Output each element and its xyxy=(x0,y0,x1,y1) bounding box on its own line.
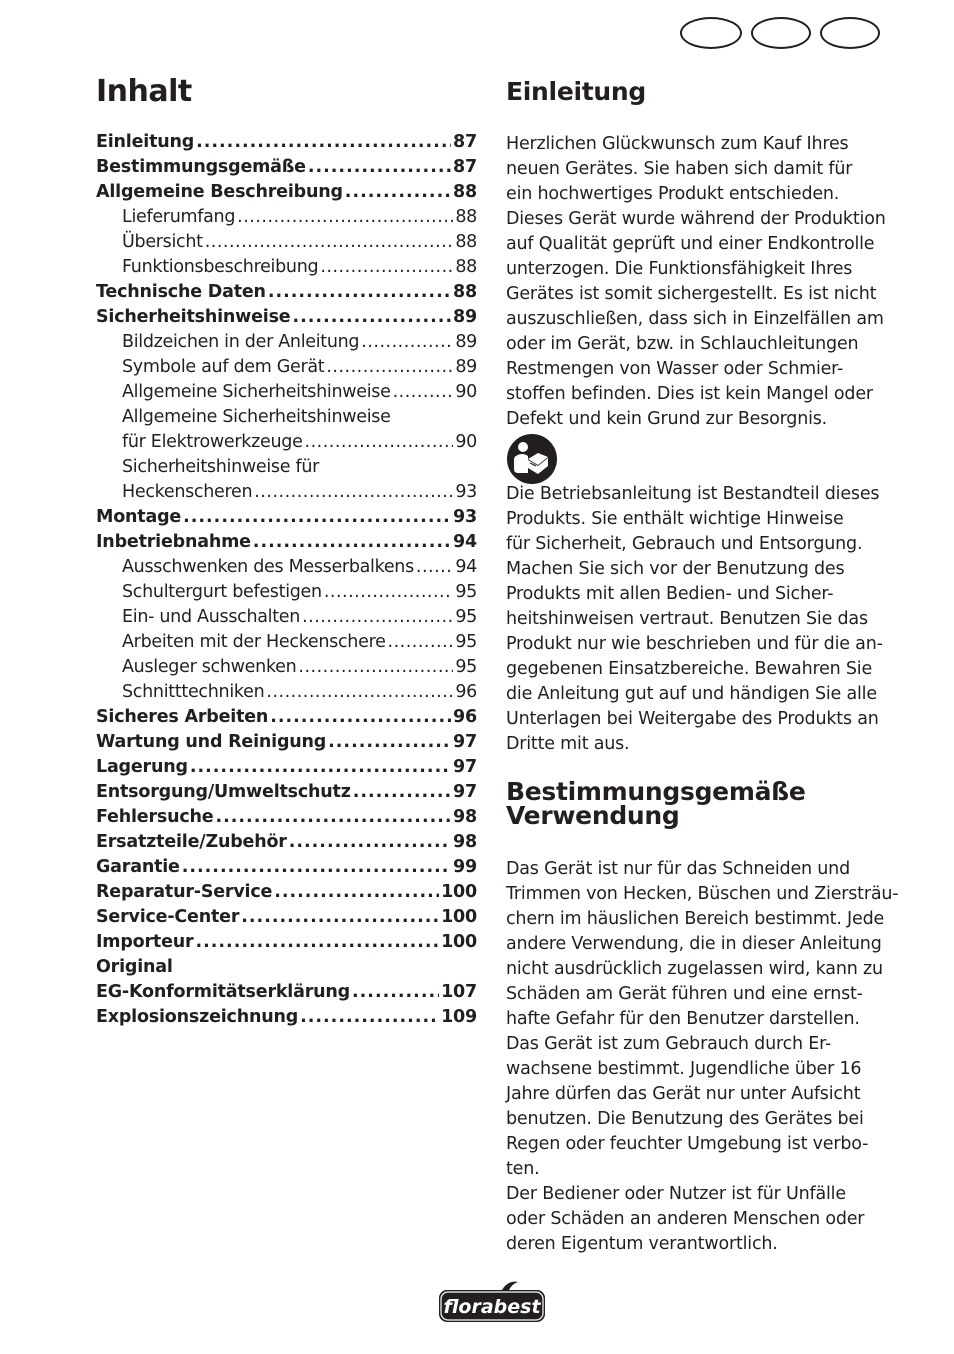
text-line: Das Gerät ist zum Gebrauch durch Er- xyxy=(506,1034,832,1054)
toc-leader-dots xyxy=(205,232,454,252)
text-line: gegebenen Einsatzbereiche. Bewahren Sie xyxy=(506,659,873,679)
toc-entry-page: 89 xyxy=(455,332,477,352)
toc-leader-dots xyxy=(274,882,439,902)
toc-leader-dots xyxy=(215,807,451,827)
text-line: auszuschließen, dass sich in Einzelfällen am xyxy=(506,309,884,329)
toc-leader-dots xyxy=(241,907,439,927)
toc-entry xyxy=(96,657,477,682)
text-line: auf Qualität geprüft und einer Endkontrolle xyxy=(506,234,875,254)
toc-entry-label: Entsorgung/Umweltschutz xyxy=(96,782,351,802)
toc-entry xyxy=(96,607,477,632)
text-line: Dritte mit aus. xyxy=(506,734,630,754)
toc-entry-page: 100 xyxy=(441,932,477,952)
toc-entry-label: Service-Center xyxy=(96,907,240,927)
toc-leader-dots xyxy=(302,607,453,627)
toc-entry-label: Original xyxy=(96,957,173,977)
toc-entry xyxy=(96,957,477,982)
toc-entry xyxy=(96,307,477,332)
usage-title-line-1: Bestimmungsgemäße xyxy=(506,777,806,806)
toc-entry-page: 109 xyxy=(441,1007,477,1027)
text-line: hafte Gefahr für den Benutzer darstellen. xyxy=(506,1009,860,1029)
toc-entry-label: Heckenscheren xyxy=(122,482,253,502)
toc-entry-page: 107 xyxy=(441,982,477,1002)
toc-entry-label: Übersicht xyxy=(122,232,203,252)
toc-entry-label: Ein- und Ausschalten xyxy=(122,607,301,627)
toc-entry-label: EG-Konformitätserklärung xyxy=(96,982,350,1002)
toc-entry-page: 90 xyxy=(455,432,477,452)
toc-entry xyxy=(96,807,477,832)
language-oval-1 xyxy=(680,17,742,49)
toc-entry xyxy=(96,707,477,732)
toc-entry-page: 88 xyxy=(453,282,477,302)
text-line: für Sicherheit, Gebrauch und Entsorgung. xyxy=(506,534,863,554)
text-line: Defekt und kein Grund zur Besorgnis. xyxy=(506,409,828,429)
toc-leader-dots xyxy=(289,832,451,852)
toc-leader-dots xyxy=(416,557,453,577)
toc-leader-dots xyxy=(305,432,454,452)
toc-entry-label: Einleitung xyxy=(96,132,195,152)
toc-leader-dots xyxy=(196,132,451,152)
toc-entry-label: Reparatur-Service xyxy=(96,882,273,902)
toc-entry-page: 94 xyxy=(455,557,477,577)
toc-entry xyxy=(96,582,477,607)
toc-leader-dots xyxy=(320,257,453,277)
text-line: Herzlichen Glückwunsch zum Kauf Ihres xyxy=(506,134,849,154)
toc-entry-page: 93 xyxy=(455,482,477,502)
toc-entry xyxy=(96,232,477,257)
toc-entry-label: Explosionszeichnung xyxy=(96,1007,299,1027)
toc-entry xyxy=(96,782,477,807)
language-tabs xyxy=(680,17,880,49)
toc-entry-page: 95 xyxy=(455,657,477,677)
text-line: oder im Gerät, bzw. in Schlauchleitungen xyxy=(506,334,859,354)
text-line: Produkt nur wie beschrieben und für die an- xyxy=(506,634,883,654)
text-line: neuen Gerätes. Sie haben sich damit für xyxy=(506,159,853,179)
toc-entry-label: Importeur xyxy=(96,932,194,952)
usage-section xyxy=(506,777,896,830)
toc-title: Inhalt xyxy=(96,74,192,109)
toc-leader-dots xyxy=(361,332,453,352)
toc-leader-dots xyxy=(254,482,453,502)
toc-entry-label: Ausleger schwenken xyxy=(122,657,297,677)
toc-leader-dots xyxy=(393,382,454,402)
usage-title xyxy=(506,777,896,830)
text-line: Die Betriebsanleitung ist Bestandteil dieses xyxy=(506,484,880,504)
toc-entry xyxy=(96,857,477,882)
text-line: Produkts mit allen Bedien- und Sicher- xyxy=(506,584,834,604)
toc-leader-dots xyxy=(237,207,453,227)
toc-entry-label: Montage xyxy=(96,507,182,527)
toc-entry-label: Symbole auf dem Gerät xyxy=(122,357,325,377)
toc-entry xyxy=(96,182,477,207)
toc-entry xyxy=(96,532,477,557)
text-line: Gerätes ist somit sichergestellt. Es ist nicht xyxy=(506,284,877,304)
toc-leader-dots xyxy=(345,182,451,202)
toc-entry xyxy=(96,407,477,432)
toc-entry-label: Sicherheitshinweise xyxy=(96,307,291,327)
text-line: wachsene bestimmt. Jugendliche über 16 xyxy=(506,1059,862,1079)
text-line: Machen Sie sich vor der Benutzung des xyxy=(506,559,845,579)
toc-entry-label: Arbeiten mit der Heckenschere xyxy=(122,632,386,652)
text-line: nicht ausdrücklich zugelassen wird, kann zu xyxy=(506,959,883,979)
toc-entry xyxy=(96,332,477,357)
toc-leader-dots xyxy=(190,757,451,777)
toc-leader-dots xyxy=(326,357,453,377)
usage-title-line-2: Verwendung xyxy=(506,801,680,830)
text-line: ein hochwertiges Produkt entschieden. xyxy=(506,184,840,204)
toc-entry-page: 99 xyxy=(453,857,477,877)
florabest-logo xyxy=(436,1280,548,1326)
toc-leader-dots xyxy=(270,707,451,727)
intro-paragraph-2 xyxy=(506,482,896,757)
toc-entry-label: Bestimmungsgemäße xyxy=(96,157,306,177)
toc-entry xyxy=(96,257,477,282)
toc-entry-label: Sicherheitshinweise für xyxy=(122,457,320,477)
text-line: Dieses Gerät wurde während der Produktion xyxy=(506,209,886,229)
logo-text: florabest xyxy=(443,1296,541,1318)
language-oval-2 xyxy=(751,17,811,49)
toc-entry xyxy=(96,732,477,757)
table-of-contents xyxy=(96,132,477,1032)
text-line: Trimmen von Hecken, Büschen und Ziersträu- xyxy=(506,884,899,904)
usage-paragraph xyxy=(506,857,899,1257)
toc-leader-dots xyxy=(268,282,451,302)
intro-section xyxy=(506,77,896,106)
toc-entry-label: Technische Daten xyxy=(96,282,266,302)
toc-entry xyxy=(96,432,477,457)
toc-entry-page: 89 xyxy=(455,357,477,377)
toc-leader-dots xyxy=(266,682,453,702)
toc-leader-dots xyxy=(308,157,451,177)
toc-entry xyxy=(96,882,477,907)
toc-entry xyxy=(96,357,477,382)
intro-text-2 xyxy=(506,482,896,757)
toc-entry-page: 95 xyxy=(455,632,477,652)
text-line: deren Eigentum verantwortlich. xyxy=(506,1234,778,1254)
toc-entry-page: 93 xyxy=(453,507,477,527)
text-line: Unterlagen bei Weitergabe des Produkts an xyxy=(506,709,879,729)
text-line: Das Gerät ist nur für das Schneiden und xyxy=(506,859,850,879)
text-line: Produkts. Sie enthält wichtige Hinweise xyxy=(506,509,844,529)
toc-entry-label: Ausschwenken des Messerbalkens xyxy=(122,557,414,577)
toc-entry xyxy=(96,682,477,707)
toc-entry-label: Inbetriebnahme xyxy=(96,532,251,552)
text-line: stoffen befinden. Dies ist kein Mangel oder xyxy=(506,384,873,404)
toc-entry-label: Schnitttechniken xyxy=(122,682,265,702)
toc-entry xyxy=(96,382,477,407)
toc-entry xyxy=(96,507,477,532)
toc-entry-page: 97 xyxy=(453,782,477,802)
toc-entry-label: für Elektrowerkzeuge xyxy=(122,432,303,452)
toc-entry-label: Wartung und Reinigung xyxy=(96,732,327,752)
toc-entry-page: 95 xyxy=(455,582,477,602)
toc-leader-dots xyxy=(182,857,451,877)
toc-entry xyxy=(96,982,477,1007)
toc-entry xyxy=(96,907,477,932)
text-line: Restmengen von Wasser oder Schmier- xyxy=(506,359,844,379)
toc-entry xyxy=(96,207,477,232)
toc-entry-label: Fehlersuche xyxy=(96,807,214,827)
intro-paragraph-1 xyxy=(506,132,896,432)
toc-entry xyxy=(96,932,477,957)
toc-entry-page: 98 xyxy=(453,807,477,827)
toc-entry-page: 88 xyxy=(455,232,477,252)
toc-entry-page: 96 xyxy=(455,682,477,702)
toc-leader-dots xyxy=(298,657,453,677)
toc-entry-page: 97 xyxy=(453,757,477,777)
toc-leader-dots xyxy=(352,982,439,1002)
toc-entry xyxy=(96,157,477,182)
toc-leader-dots xyxy=(300,1007,439,1027)
usage-text xyxy=(506,857,899,1257)
text-line: unterzogen. Die Funktionsfähigkeit Ihres xyxy=(506,259,853,279)
toc-entry-label: Garantie xyxy=(96,857,180,877)
toc-entry-label: Lagerung xyxy=(96,757,188,777)
toc-entry-page: 100 xyxy=(441,882,477,902)
text-line: heitshinweisen vertraut. Benutzen Sie das xyxy=(506,609,868,629)
text-line: andere Verwendung, die in dieser Anleitung xyxy=(506,934,882,954)
toc-entry-label: Bildzeichen in der Anleitung xyxy=(122,332,360,352)
toc-entry xyxy=(96,832,477,857)
toc-entry-page: 90 xyxy=(455,382,477,402)
toc-leader-dots xyxy=(183,507,451,527)
toc-entry-label: Ersatzteile/Zubehör xyxy=(96,832,287,852)
toc-entry-page: 89 xyxy=(453,307,477,327)
toc-entry-label: Allgemeine Sicherheitshinweise xyxy=(122,407,391,427)
text-line: oder Schäden an anderen Menschen oder xyxy=(506,1209,865,1229)
text-line: benutzen. Die Benutzung des Gerätes bei xyxy=(506,1109,864,1129)
toc-entry-page: 88 xyxy=(453,182,477,202)
toc-entry xyxy=(96,457,477,482)
text-line: Der Bediener oder Nutzer ist für Unfälle xyxy=(506,1184,846,1204)
toc-entry-page: 100 xyxy=(441,907,477,927)
toc-entry-label: Lieferumfang xyxy=(122,207,236,227)
toc-entry xyxy=(96,557,477,582)
toc-entry-page: 97 xyxy=(453,732,477,752)
toc-entry-page: 95 xyxy=(455,607,477,627)
toc-entry-page: 88 xyxy=(455,257,477,277)
toc-entry-page: 94 xyxy=(453,532,477,552)
toc-entry-label: Sicheres Arbeiten xyxy=(96,707,269,727)
toc-entry-page: 98 xyxy=(453,832,477,852)
toc-entry-page: 87 xyxy=(453,157,477,177)
intro-title: Einleitung xyxy=(506,77,646,106)
toc-leader-dots xyxy=(324,582,454,602)
language-oval-3 xyxy=(820,17,880,49)
toc-leader-dots xyxy=(195,932,439,952)
toc-entry-label: Schultergurt befestigen xyxy=(122,582,322,602)
toc-leader-dots xyxy=(328,732,451,752)
text-line: Jahre dürfen das Gerät nur unter Aufsicht xyxy=(506,1084,861,1104)
read-manual-icon xyxy=(506,433,558,485)
toc-entry-page: 88 xyxy=(455,207,477,227)
toc-entry-page: 87 xyxy=(453,132,477,152)
toc-entry-label: Allgemeine Sicherheitshinweise xyxy=(122,382,391,402)
toc-entry xyxy=(96,757,477,782)
toc-entry xyxy=(96,282,477,307)
intro-text-1 xyxy=(506,132,896,432)
text-line: ten. xyxy=(506,1159,540,1179)
toc-entry xyxy=(96,632,477,657)
toc-entry xyxy=(96,132,477,157)
toc-entry-page: 96 xyxy=(453,707,477,727)
text-line: die Anleitung gut auf und händigen Sie alle xyxy=(506,684,877,704)
text-line: Schäden am Gerät führen und eine ernst- xyxy=(506,984,863,1004)
toc-leader-dots xyxy=(292,307,451,327)
toc-entry xyxy=(96,1007,477,1032)
toc-entry-label: Funktionsbeschreibung xyxy=(122,257,319,277)
text-line: Regen oder feuchter Umgebung ist verbo- xyxy=(506,1134,869,1154)
toc-leader-dots xyxy=(353,782,451,802)
toc-entry-label: Allgemeine Beschreibung xyxy=(96,182,343,202)
text-line: chern im häuslichen Bereich bestimmt. Jede xyxy=(506,909,885,929)
toc-leader-dots xyxy=(253,532,451,552)
toc-leader-dots xyxy=(388,632,454,652)
toc-entry xyxy=(96,482,477,507)
